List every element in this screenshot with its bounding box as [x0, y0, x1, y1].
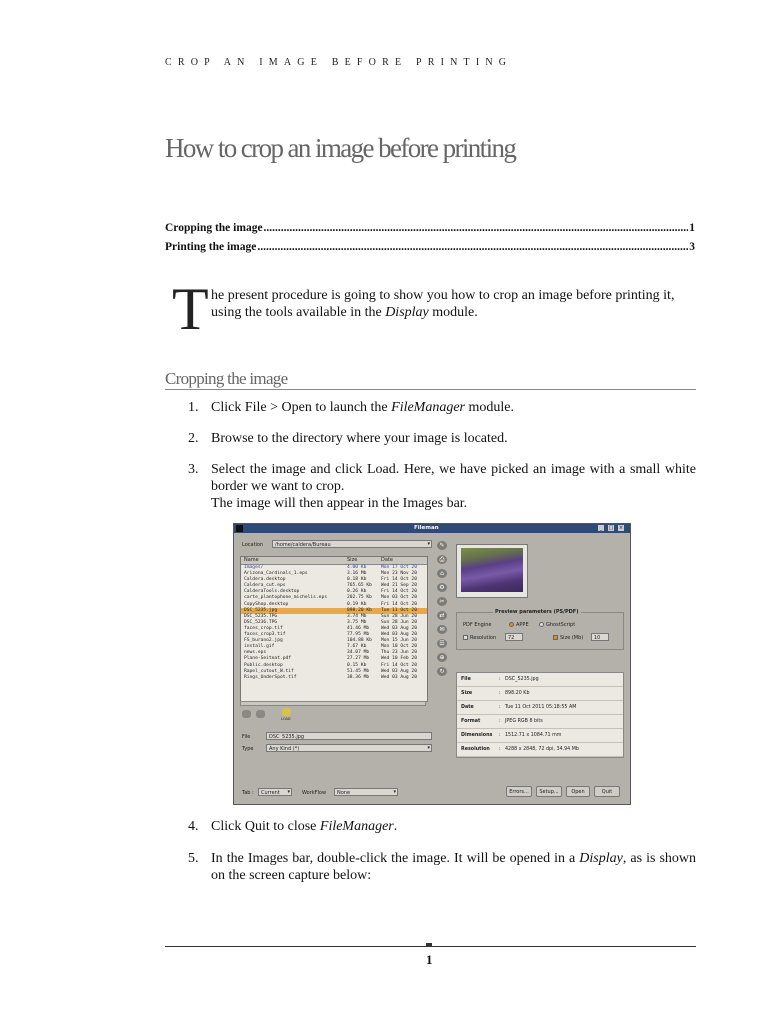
chevron-down-icon: ▾	[287, 789, 290, 795]
info-key: Format	[461, 719, 481, 724]
setup-button[interactable]: Setup...	[536, 786, 562, 797]
workflow-select[interactable]: None ▾	[334, 788, 398, 796]
file-date: Mon 10 Oct 20	[381, 644, 417, 650]
open-button[interactable]: Open	[566, 786, 590, 797]
file-name: Arizona_Cardinals_1.eps	[244, 571, 308, 577]
file-name: install.gif	[244, 644, 275, 650]
file-size: 898.20 Kb	[347, 607, 372, 613]
chevron-down-icon: ▾	[393, 789, 396, 795]
file-date: Wed 03 Aug 20	[381, 632, 417, 638]
info-separator: :	[499, 719, 501, 724]
file-name: FS_burano2.jpg	[244, 638, 283, 644]
file-rows	[241, 565, 427, 681]
tool-icon[interactable]: ✂	[437, 597, 447, 606]
file-name: Caldera_cut.eps	[244, 583, 286, 589]
file-list[interactable]	[240, 556, 428, 702]
file-size: 3.16 Mb	[347, 571, 367, 577]
file-list-header	[241, 557, 427, 565]
close-icon[interactable]: ×	[618, 525, 624, 531]
page-number: 1	[426, 952, 433, 967]
file-date: Mon 17 Oct 20	[381, 565, 417, 570]
info-row	[457, 729, 623, 743]
step-item: 1. Click File > Open to launch the FileManager module.	[188, 400, 515, 415]
info-row	[457, 673, 623, 687]
module-name: Display	[385, 305, 429, 320]
file-date: Wed 03 Aug 20	[381, 625, 417, 631]
toc-entry[interactable]	[165, 241, 695, 253]
quit-button[interactable]: Quit	[594, 786, 620, 797]
file-size: 0.19 Kb	[347, 601, 367, 607]
tool-icon[interactable]: ⇄	[437, 611, 447, 620]
section-divider	[165, 389, 696, 390]
file-date: Thu 23 Jun 20	[381, 650, 417, 656]
file-name: CalderaTools.desktop	[244, 589, 300, 595]
tool-icon[interactable]: ☰	[437, 639, 447, 648]
file-name: DSC_5235.TPG	[244, 613, 278, 619]
size-label: Size (Mb)	[560, 635, 584, 641]
file-name: CopyShop.desktop	[244, 601, 289, 607]
column-header[interactable]: Date	[381, 557, 393, 563]
file-date: Sun 28 Jun 20	[381, 619, 417, 625]
file-name: Plane-Seiteat.pdf	[244, 656, 292, 662]
file-name: carte_plantophone_michelis.eps	[244, 595, 327, 601]
toc-entry[interactable]	[165, 222, 695, 234]
lavender-thumbnail	[461, 548, 523, 592]
file-name: Images/	[244, 565, 264, 570]
file-size: 41.46 Mb	[347, 625, 370, 631]
step-item: 2. Browse to the directory where your image is located.	[188, 431, 508, 446]
column-header[interactable]: Size	[347, 557, 358, 563]
chevron-down-icon: ▾	[427, 541, 430, 547]
resolution-checkbox[interactable]	[463, 635, 468, 640]
step-item: 5. In the Images bar, double-click the image. It will be opened in a Display, as is shown on the screen capture below:	[188, 851, 696, 883]
footer-tick	[426, 943, 432, 946]
file-size: 202.75 Kb	[347, 595, 372, 601]
file-date: Fri 14 Oct 20	[381, 662, 417, 668]
file-size: 7.67 Kb	[347, 644, 367, 650]
load-label: LOAD	[281, 717, 291, 721]
horizontal-scrollbar[interactable]	[240, 701, 426, 706]
tool-icon[interactable]: ✉	[437, 625, 447, 634]
info-row	[457, 715, 623, 729]
app-icon	[236, 525, 243, 532]
minimize-icon[interactable]: _	[599, 525, 603, 531]
info-row	[457, 743, 623, 757]
file-date: Mon 15 Jun 20	[381, 638, 417, 644]
file-name: Rings_UnderSpot.tif	[244, 674, 297, 680]
tool-icon[interactable]: ✎	[437, 541, 447, 550]
info-separator: :	[499, 733, 501, 738]
tool-icon[interactable]: ⊕	[437, 653, 447, 662]
radio-label: APPE	[516, 622, 529, 628]
radio-label: GhostScript	[546, 622, 576, 628]
info-row	[457, 701, 623, 715]
workflow-label: WorkFlow	[302, 790, 327, 796]
file-name: Caldera.desktop	[244, 577, 286, 583]
info-separator: :	[499, 747, 501, 752]
folder-icon[interactable]	[256, 710, 265, 718]
tool-icon[interactable]: ⌂	[437, 569, 447, 578]
file-size: 104.88 Kb	[347, 638, 372, 644]
toc-page: 3	[689, 241, 695, 253]
refresh-icon[interactable]: ↻	[437, 667, 447, 676]
column-header[interactable]: Name	[244, 557, 259, 563]
chevron-down-icon: ▾	[427, 745, 430, 751]
window-title: Fileman	[414, 525, 439, 531]
toc-label: Printing the image	[165, 241, 257, 253]
info-value: DSC_5235.jpg	[505, 677, 539, 682]
filemanager-screenshot	[233, 523, 631, 805]
info-value: 4288 x 2848, 72 dpi, 34.94 Mb	[505, 747, 579, 752]
file-date: Fri 14 Oct 20	[381, 601, 417, 607]
image-preview	[456, 544, 528, 598]
info-value: 1512.71 x 1084.71 mm	[505, 733, 562, 738]
tab-select[interactable]: Current ▾	[258, 788, 292, 796]
info-key: Size	[461, 691, 473, 696]
file-size: 765.65 Kb	[347, 583, 372, 589]
location-label: Location	[242, 542, 264, 548]
location-field[interactable]: /home/caldera/Bureau ▾	[272, 540, 432, 548]
size-checkbox[interactable]	[553, 635, 558, 640]
file-date: Mon 23 Nov 20	[381, 571, 417, 577]
window-titlebar	[234, 524, 630, 533]
load-icon[interactable]	[282, 708, 291, 716]
footer-divider	[165, 946, 696, 947]
info-value: Tue 11 Oct 2011 05:18:55 AM	[505, 705, 577, 710]
section-heading: Cropping the image	[165, 369, 288, 388]
intro-paragraph: he present procedure is going to show you how to crop an image before printing it, using the tools available in the Display module.	[211, 288, 675, 320]
file-size: 38.36 Mb	[347, 674, 370, 680]
file-name: Rapel_cutout_W.tif	[244, 668, 294, 674]
file-date: Wed 03 Aug 20	[381, 668, 417, 674]
info-separator: :	[499, 691, 501, 696]
file-size: 77.95 Mb	[347, 632, 370, 638]
tab-label: Tab :	[242, 790, 254, 796]
preview-parameters-group	[456, 609, 624, 650]
info-key: Dimensions	[461, 733, 493, 738]
resolution-spinner[interactable]: 72	[505, 633, 523, 641]
resolution-label: Resolution	[470, 635, 497, 641]
file-date: Wed 21 Sep 20	[381, 583, 417, 589]
file-date: Wed 03 Aug 20	[381, 674, 417, 680]
toc-label: Cropping the image	[165, 222, 263, 234]
file-size: 3.75 Mb	[347, 619, 367, 625]
file-date: Mon 03 Oct 20	[381, 595, 417, 601]
file-row[interactable]	[241, 675, 427, 681]
radio-ghostscript[interactable]	[539, 622, 544, 627]
file-name: Public.desktop	[244, 662, 283, 668]
radio-appe[interactable]	[509, 622, 514, 627]
errors-button[interactable]: Errors...	[506, 786, 532, 797]
info-value: JPEG RGB 8 bits	[505, 719, 543, 724]
file-date: Tue 11 Oct 20	[381, 607, 417, 613]
type-select[interactable]: Any Kind (*) ▾	[266, 744, 432, 752]
file-size: 0.15 Kb	[347, 662, 367, 668]
maximize-icon[interactable]: □	[608, 525, 614, 531]
size-spinner[interactable]: 10	[591, 633, 609, 641]
toc-page: 1	[689, 222, 695, 234]
toc-leader	[264, 222, 689, 234]
drop-cap: T	[172, 276, 209, 342]
file-name: DSC_5235.jpg	[244, 607, 278, 613]
file-field[interactable]: DSC_5235.jpg	[266, 732, 432, 740]
file-label: File	[242, 734, 251, 740]
file-size: 0.18 Kb	[347, 577, 367, 583]
pdf-engine-label: PDF Engine	[463, 622, 492, 628]
info-row	[457, 687, 623, 701]
info-key: File	[461, 677, 471, 682]
group-title: Preview parameters (PS/PDF)	[495, 609, 579, 615]
file-date: Fri 14 Oct 20	[381, 577, 417, 583]
file-name: DSC_5236.TPG	[244, 619, 278, 625]
file-info-panel	[456, 672, 624, 758]
document-title: How to crop an image before printing	[165, 133, 516, 163]
step-item: 3. Select the image and click Load. Here, we have picked an image with a small white border we want to crop. The image will then appear in the Images bar.	[188, 462, 696, 511]
info-value: 898.20 Kb	[505, 691, 530, 696]
file-size: 3.74 Mb	[347, 613, 367, 619]
file-name: faces_crop.tif	[244, 625, 283, 631]
tool-column	[437, 541, 451, 681]
running-header: CROP AN IMAGE BEFORE PRINTING	[165, 57, 513, 68]
file-size: 27.27 Mb	[347, 656, 370, 662]
file-date: Fri 14 Oct 20	[381, 589, 417, 595]
type-label: Type	[242, 746, 254, 752]
file-size: 34.07 Mb	[347, 650, 370, 656]
file-size: 51.45 Mb	[347, 668, 370, 674]
step-item: 4. Click Quit to close FileManager.	[188, 819, 398, 834]
tool-icon[interactable]: ⎙	[437, 555, 447, 564]
back-icon[interactable]	[242, 710, 251, 718]
file-name: news.eps	[244, 650, 267, 656]
file-date: Wed 10 Feb 20	[381, 656, 417, 662]
file-size: 0.26 Kb	[347, 589, 367, 595]
file-name: faces_crop3.tif	[244, 632, 286, 638]
info-key: Resolution	[461, 747, 490, 752]
info-separator: :	[499, 705, 501, 710]
tool-icon[interactable]: ⚙	[437, 583, 447, 592]
file-date: Sun 28 Jun 20	[381, 613, 417, 619]
info-key: Date	[461, 705, 474, 710]
toc-leader	[257, 241, 688, 253]
info-separator: :	[499, 677, 501, 682]
file-size: 4.00 Kb	[347, 565, 367, 570]
